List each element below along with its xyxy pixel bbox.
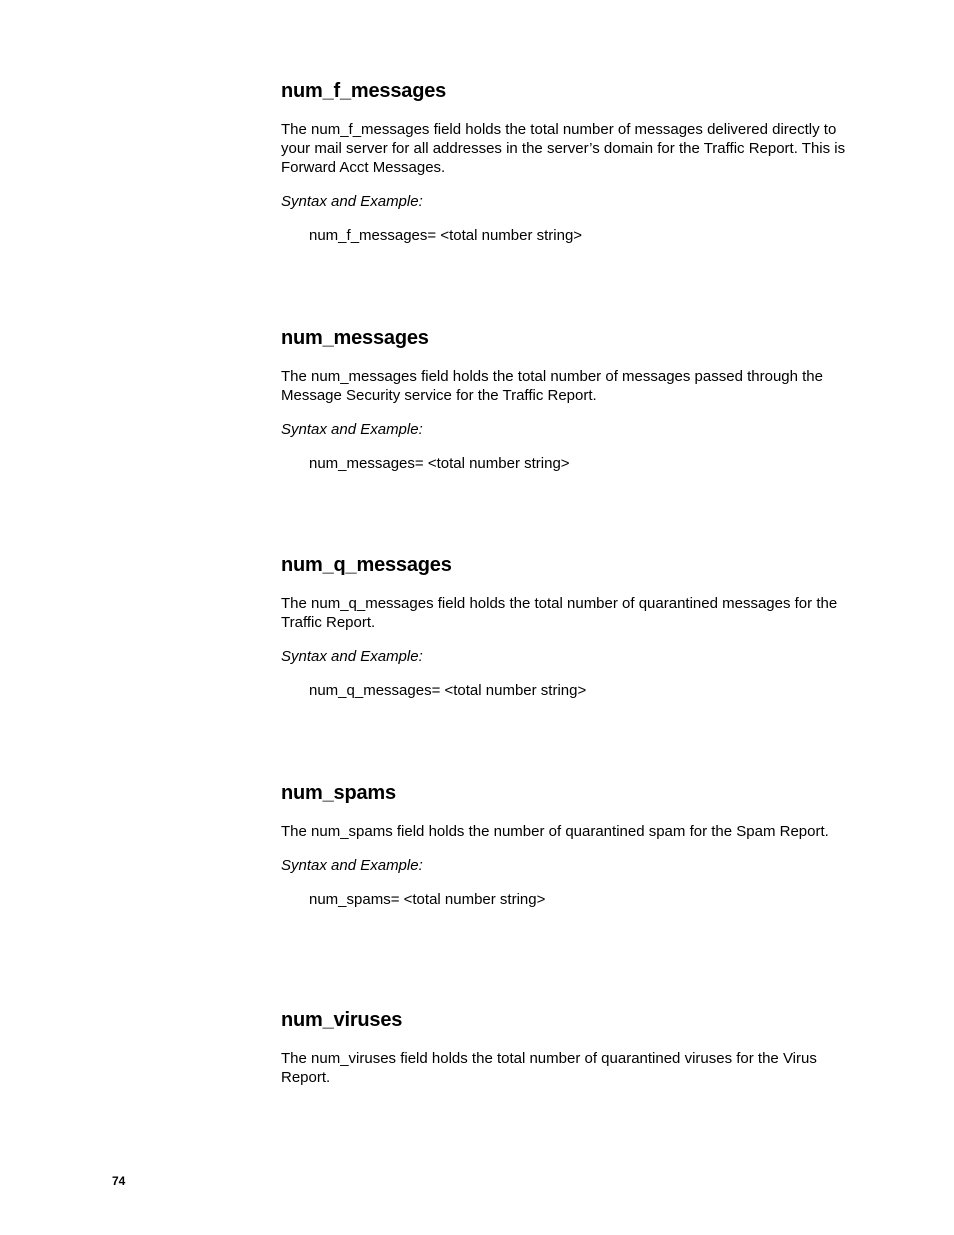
- syntax-example: num_q_messages= <total number string>: [309, 682, 587, 699]
- syntax-example: num_messages= <total number string>: [309, 455, 570, 472]
- section-num-spams: [281, 781, 846, 909]
- syntax-label: Syntax and Example:: [281, 421, 423, 438]
- section-num-viruses: [281, 1008, 846, 1087]
- section-heading: num_spams: [281, 782, 396, 804]
- section-num-messages: [281, 326, 846, 473]
- section-heading: num_viruses: [281, 1009, 403, 1031]
- page-number: 74: [112, 1174, 126, 1188]
- section-description: The num_viruses field holds the total number of quarantined viruses for the Virus Report.: [281, 1050, 817, 1086]
- section-description: The num_q_messages field holds the total number of quarantined messages for the Traffic Report.: [281, 595, 838, 631]
- section-description: The num_spams field holds the number of quarantined spam for the Spam Report.: [281, 823, 829, 840]
- section-num-q-messages: [281, 553, 846, 700]
- section-description: The num_f_messages field holds the total number of messages delivered directly to your mail server for all addresses in the server’s domain for the Traffic Report. This is Forward Acct Messages.: [281, 121, 846, 176]
- syntax-label: Syntax and Example:: [281, 193, 423, 210]
- syntax-example: num_spams= <total number string>: [309, 891, 546, 908]
- section-heading: num_messages: [281, 327, 429, 349]
- section-description: The num_messages field holds the total number of messages passed through the Message Security service for the Traffic Report.: [281, 368, 823, 404]
- syntax-example: num_f_messages= <total number string>: [309, 227, 583, 244]
- syntax-label: Syntax and Example:: [281, 857, 423, 874]
- section-heading: num_q_messages: [281, 554, 452, 576]
- section-heading: num_f_messages: [281, 80, 447, 102]
- section-num-f-messages: [281, 79, 846, 245]
- syntax-label: Syntax and Example:: [281, 648, 423, 665]
